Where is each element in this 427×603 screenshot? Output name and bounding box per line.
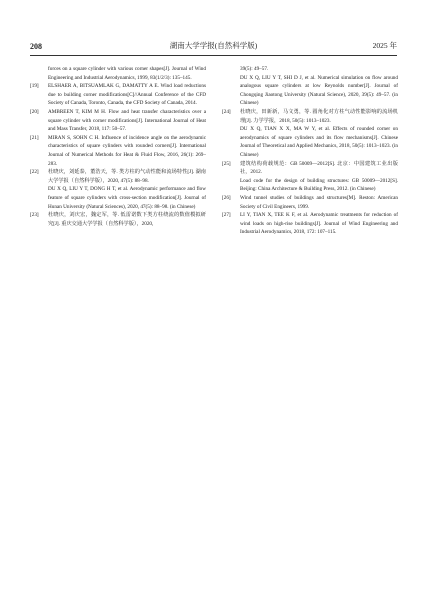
reference-translation: DU X Q, LIU Y T, SHI D J, et al. Numerical simulation on flow around analogous square cylinders at low Reynolds number[J]. Journal of Chongqing Jiaotong University (Natural Science), 2020, 39(5): 49–57. (in Chinese) — [240, 74, 398, 107]
reference-item — [30, 82, 206, 108]
reference-text: 杜晓庆，刘延泰，董浩天，等. 类方柱的气动性能和流场特性[J]. 湖南大学学报（自然科学版），2020, 47(5): 88–98. — [48, 169, 206, 184]
reference-translation: DU X Q, LIU Y T, DONG H T, et al. Aerodynamic performance and flow feature of square cylinders with cross-section modification[J]. Journal of Hunan University (Natural Sciences), 2020, 47(5): 88–98. (in Chinese) — [48, 186, 206, 210]
journal-title: 湖南大学学报(自然科学版) — [169, 41, 258, 50]
header-rule — [30, 55, 397, 56]
reference-text: MIRAN S, SOHN C H. Influence of incidence angle on the aerodynamic characteristics of square cylinders with rounded corners[J]. International Journal of Numerical Methods for Heat & Fluid Flow, 2016, 26(1): 269–283. — [48, 134, 206, 167]
reference-text: Wind tunnel studies of buildings and structures[M]. Reston: American Society of Civil Engineers, 1999. — [240, 194, 398, 210]
reference-item — [30, 211, 206, 228]
reference-number: [20] — [30, 108, 39, 115]
reference-item — [222, 211, 398, 237]
reference-number: [27] — [222, 212, 231, 219]
page-number: 208 — [30, 42, 42, 51]
reference-text: forces on a square cylinder with various corner shapes[J]. Journal of Wind Engineering and Industrial Aerodynamics, 1999, 83(1/2/3): 135–145. — [48, 66, 206, 81]
reference-text: 建筑结构荷载规范：GB 50009—2012[S]. 北京：中国建筑工业出版社，2012. — [240, 160, 398, 176]
reference-column-left — [30, 65, 206, 228]
reference-number: [19] — [30, 83, 39, 90]
reference-number: [23] — [30, 212, 39, 219]
reference-text: 39(5): 49–57. — [240, 66, 269, 72]
reference-text: LI Y, TIAN X, TEE K F, et al. Aerodynamic treatments for reduction of wind loads on high-rise buildings[J]. Journal of Wind Engineering and Industrial Aerodynamics, 2018, 172: 107–115. — [240, 212, 398, 236]
reference-item — [222, 108, 398, 160]
reference-translation: DU X Q, TIAN X X, MA W Y, et al. Effects of rounded corner on aerodynamics of square cylinders and its flow mechanisms[J]. Chinese Journal of Theoretical and Applied Mechanics, 2018, 50(5): 1013–1023. (in Chinese) — [240, 126, 398, 158]
journal-year: 2025 年 — [372, 41, 397, 50]
reference-column-right — [222, 65, 398, 237]
reference-number: [22] — [30, 169, 39, 176]
reference-number: [21] — [30, 134, 39, 141]
reference-translation: Load code for the design of building structures: GB 50009—2012[S]. Beijing: China Architecture & Building Press, 2012. (in Chinese) — [240, 177, 398, 193]
reference-number: [25] — [222, 160, 231, 167]
running-header — [30, 40, 397, 54]
reference-item — [222, 65, 398, 108]
reference-item — [222, 160, 398, 194]
reference-item — [30, 65, 206, 82]
reference-item — [30, 168, 206, 211]
reference-item — [30, 108, 206, 134]
reference-text: ELSHAER A, BITSUAMLAK G, DAMATTY A E. Wind load reductions due to building corner modifications[C]//Annual Conference of the CFD Society of Canada, Toronto, Canada, the CFD Society of Canada, 2014. — [48, 83, 206, 107]
reference-item — [30, 134, 206, 168]
reference-text: AMBREEN T, KIM M H. Flow and heat transfer characteristics over a square cylinder with corner modifications[J]. International Journal of Heat and Mass Transfer, 2018, 117: 50–57. — [48, 108, 206, 133]
reference-number: [24] — [222, 108, 231, 115]
reference-item — [222, 194, 398, 211]
reference-text: 杜晓庆，田新新，马文勇，等. 圆角化对方柱气动性能影响的流场机理[J]. 力学学报，2018, 50(5): 1013–1023. — [240, 108, 398, 124]
reference-text: 杜晓庆，刘庆宏，魏定军，等. 低雷诺数下类方柱绕流的数值模拟研究[J]. 重庆交通大学学报（自然科学版），2020, — [48, 212, 206, 227]
reference-number: [26] — [222, 194, 231, 201]
